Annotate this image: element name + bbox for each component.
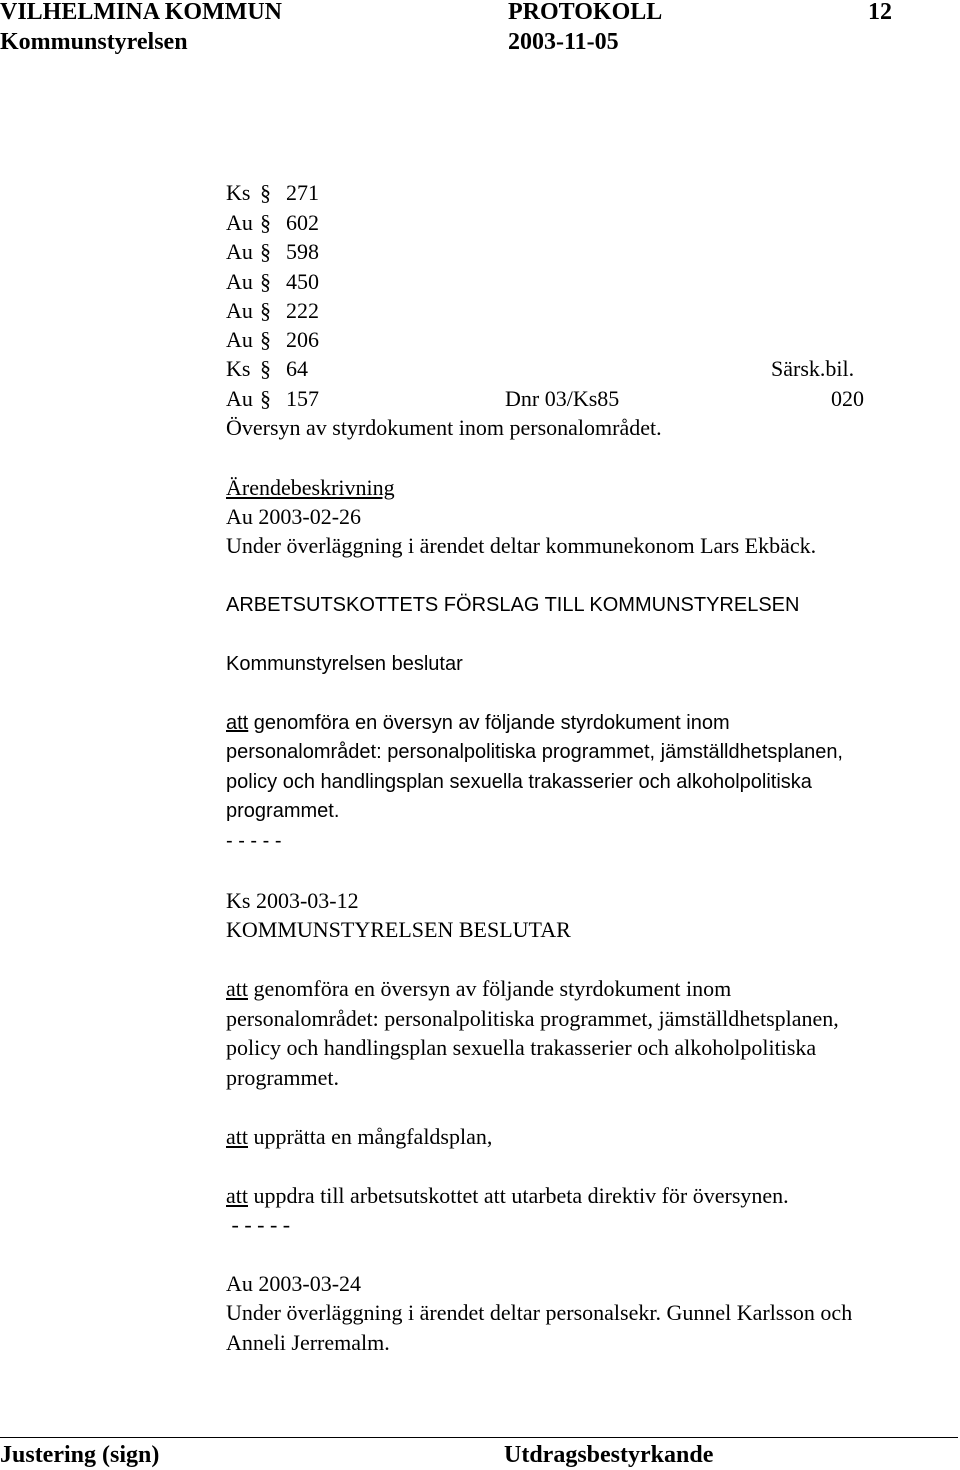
archive-code: 020 [831,386,864,411]
decision-line: policy och handlingsplan sexuella trakasserier och alkoholpolitiska [226,1035,817,1060]
section-sign: § [260,269,271,294]
section-sign: § [260,180,271,205]
section-sign: § [260,298,271,323]
ref-number: 157 [286,386,319,411]
ref-prefix: Au [226,386,253,411]
decision-text: uppdra till arbetsutskottet att utarbeta direktiv för översynen. [248,1183,789,1208]
page-number: 12 [868,0,892,25]
att-word: att [226,712,249,734]
participation-note-2: Under överläggning i ärendet deltar personalsekr. Gunnel Karlsson och [226,1300,853,1325]
decision-text: genomföra en översyn av följande styrdokument inom [248,976,732,1001]
meeting-ks: Ks 2003-03-12 [226,888,359,913]
ref-number: 206 [286,327,319,352]
subject-line: Översyn av styrdokument inom personalområdet. [226,415,662,440]
section-sign: § [260,327,271,352]
au-proposal-heading: ARBETSUTSKOTTETS FÖRSLAG TILL KOMMUNSTYRELSEN [226,594,800,616]
diary-number: Dnr 03/Ks85 [505,386,620,411]
decision-line: programmet. [226,1065,340,1090]
doc-type: PROTOKOLL [508,0,663,25]
proposal-line: policy och handlingsplan sexuella trakasserier och alkoholpolitiska [226,771,812,793]
proposal-line: programmet. [226,800,340,822]
footer-rule [0,1437,958,1438]
participation-note-1: Under överläggning i ärendet deltar kommunekonom Lars Ekbäck. [226,533,817,558]
ref-prefix: Ks [226,356,251,381]
proposal-line [226,709,730,739]
decision-line [226,974,731,1003]
ref-prefix: Au [226,327,253,352]
ref-row [226,384,876,413]
protocol-date: 2003-11-05 [508,29,619,55]
footer-justering: Justering (sign) [0,1442,160,1468]
ref-number: 271 [286,180,319,205]
ref-number: 598 [286,239,319,264]
ref-row [226,267,876,296]
ref-number: 602 [286,210,319,235]
proposal-line: personalområdet: personalpolitiska programmet, jämställdhetsplanen, [226,741,843,763]
section-sign: § [260,239,271,264]
separator: - - - - - [226,1212,291,1237]
footer-utdrag: Utdragsbestyrkande [504,1442,714,1468]
ref-row [226,325,876,354]
attachment-note: Särsk.bil. [771,356,855,381]
ref-number: 222 [286,298,319,323]
org-name: VILHELMINA KOMMUN [0,0,282,25]
section-sign: § [260,210,271,235]
proposal-text: genomföra en översyn av följande styrdokument inom [248,712,730,734]
ref-row [226,296,876,325]
meeting-au-1: Au 2003-02-26 [226,504,362,529]
ref-row [226,178,876,207]
ref-number: 450 [286,269,319,294]
separator: - - - - - [226,830,282,852]
meeting-au-2: Au 2003-03-24 [226,1271,362,1296]
ref-prefix: Au [226,210,253,235]
body-name: Kommunstyrelsen [0,29,188,55]
ref-prefix: Ks [226,180,251,205]
decision-text: upprätta en mångfaldsplan, [248,1124,493,1149]
ref-prefix: Au [226,269,253,294]
decides-line: Kommunstyrelsen beslutar [226,653,463,675]
ref-row [226,237,876,266]
att-word: att [226,1124,248,1149]
ref-prefix: Au [226,298,253,323]
decision-line [226,1181,789,1210]
ref-prefix: Au [226,239,253,264]
ks-decision-heading: KOMMUNSTYRELSEN BESLUTAR [226,917,571,942]
participation-note-2-cont: Anneli Jerremalm. [226,1330,390,1355]
case-description-heading: Ärendebeskrivning [226,475,395,500]
section-sign: § [260,386,271,411]
att-word: att [226,976,248,1001]
ref-number: 64 [286,356,308,381]
decision-line: personalområdet: personalpolitiska programmet, jämställdhetsplanen, [226,1006,839,1031]
ref-row [226,354,876,383]
att-word: att [226,1183,248,1208]
section-sign: § [260,356,271,381]
ref-row [226,208,876,237]
decision-line [226,1122,492,1151]
